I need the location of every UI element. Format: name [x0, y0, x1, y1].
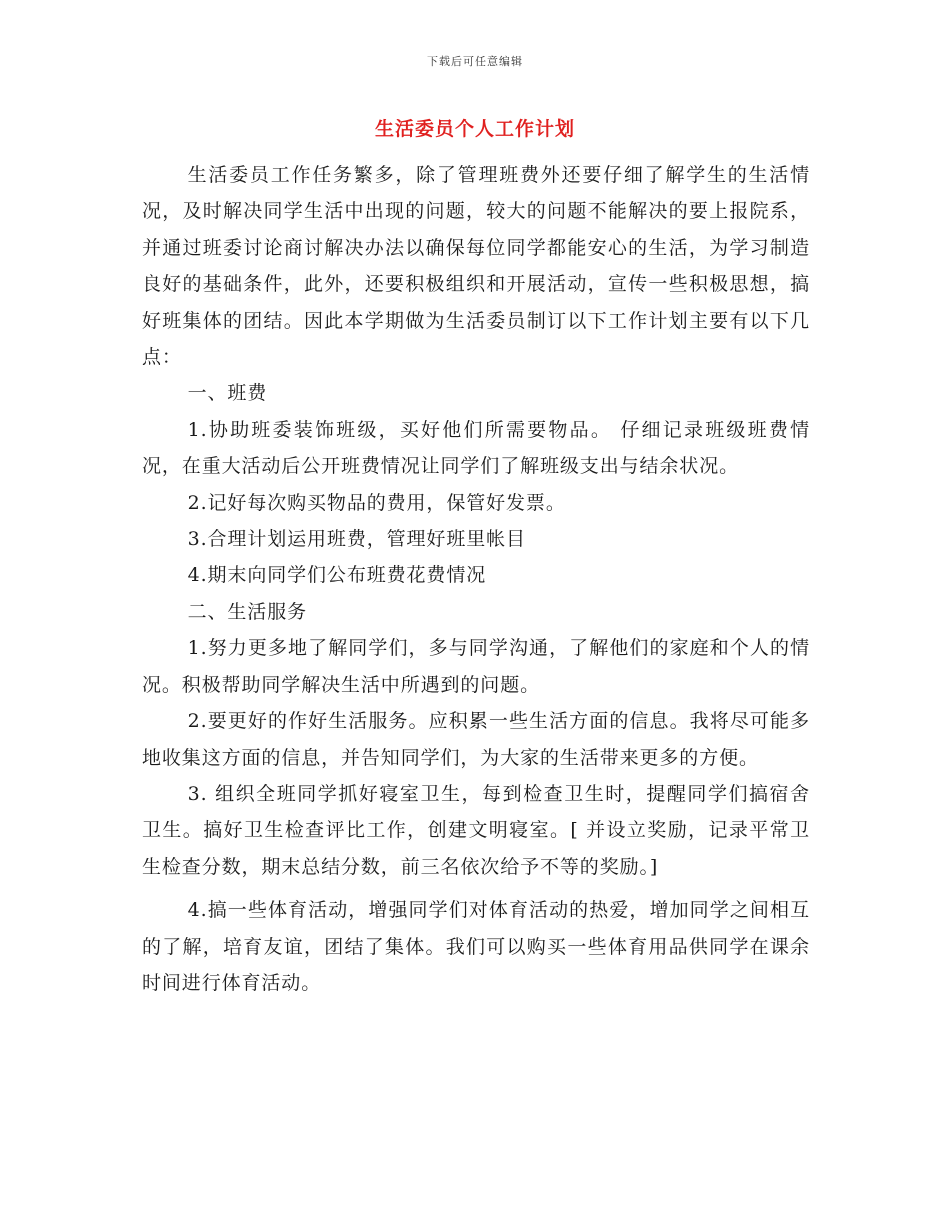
document-title: 生活委员个人工作计划 [374, 118, 575, 140]
list-item: 4.搞一些体育活动，增强同学们对体育活动的热爱，增加同学之间相互的了解，培育友谊，团结了集体。我们可以购买一些体育用品供同学在课余时间进行体育活动。 [142, 899, 810, 994]
list-item: 1.协助班委装饰班级，买好他们所需要物品。 仔细记录班级班费情况，在重大活动后公开班费情况让同学们了解班级支出与结余状况。 [142, 418, 810, 478]
section-heading-class-fee: 一、班费 [187, 382, 268, 405]
header-note: 下载后可任意编辑 [427, 55, 523, 68]
intro-paragraph: 生活委员工作任务繁多，除了管理班费外还要仔细了解学生的生活情况，及时解决同学生活中出现的问题，较大的问题不能解决的要上报院系，并通过班委讨论商讨解决办法以确保每位同学都能安心的生活，为学习制造良好的基础条件，此外，还要积极组织和开展活动，宣传一些积极思想，搞好班集体的团结。因此本学期做为生活委员制订以下工作计划主要有以下几点： [142, 164, 810, 369]
list-item: 1.努力更多地了解同学们，多与同学沟通，了解他们的家庭和个人的情况。积极帮助同学解决生活中所遇到的问题。 [142, 637, 810, 696]
list-item: 2.记好每次购买物品的费用，保管好发票。 [187, 491, 566, 514]
document-body [142, 157, 810, 1001]
list-item: 3. 组织全班同学抓好寝室卫生，每到检查卫生时，提醒同学们搞宿舍卫生。搞好卫生检查评比工作，创建文明寝室。[ 并设立奖励，记录平常卫生检查分数，期末总结分数，前三名依次给予不等的奖励。] [142, 782, 810, 878]
list-item: 2.要更好的作好生活服务。应积累一些生活方面的信息。我将尽可能多地收集这方面的信息，并告知同学们，为大家的生活带来更多的方便。 [142, 710, 810, 769]
section-heading-life-service: 二、生活服务 [187, 600, 307, 623]
list-item: 3.合理计划运用班费，管理好班里帐目 [187, 528, 526, 551]
list-item: 4.期末向同学们公布班费花费情况 [187, 564, 487, 587]
